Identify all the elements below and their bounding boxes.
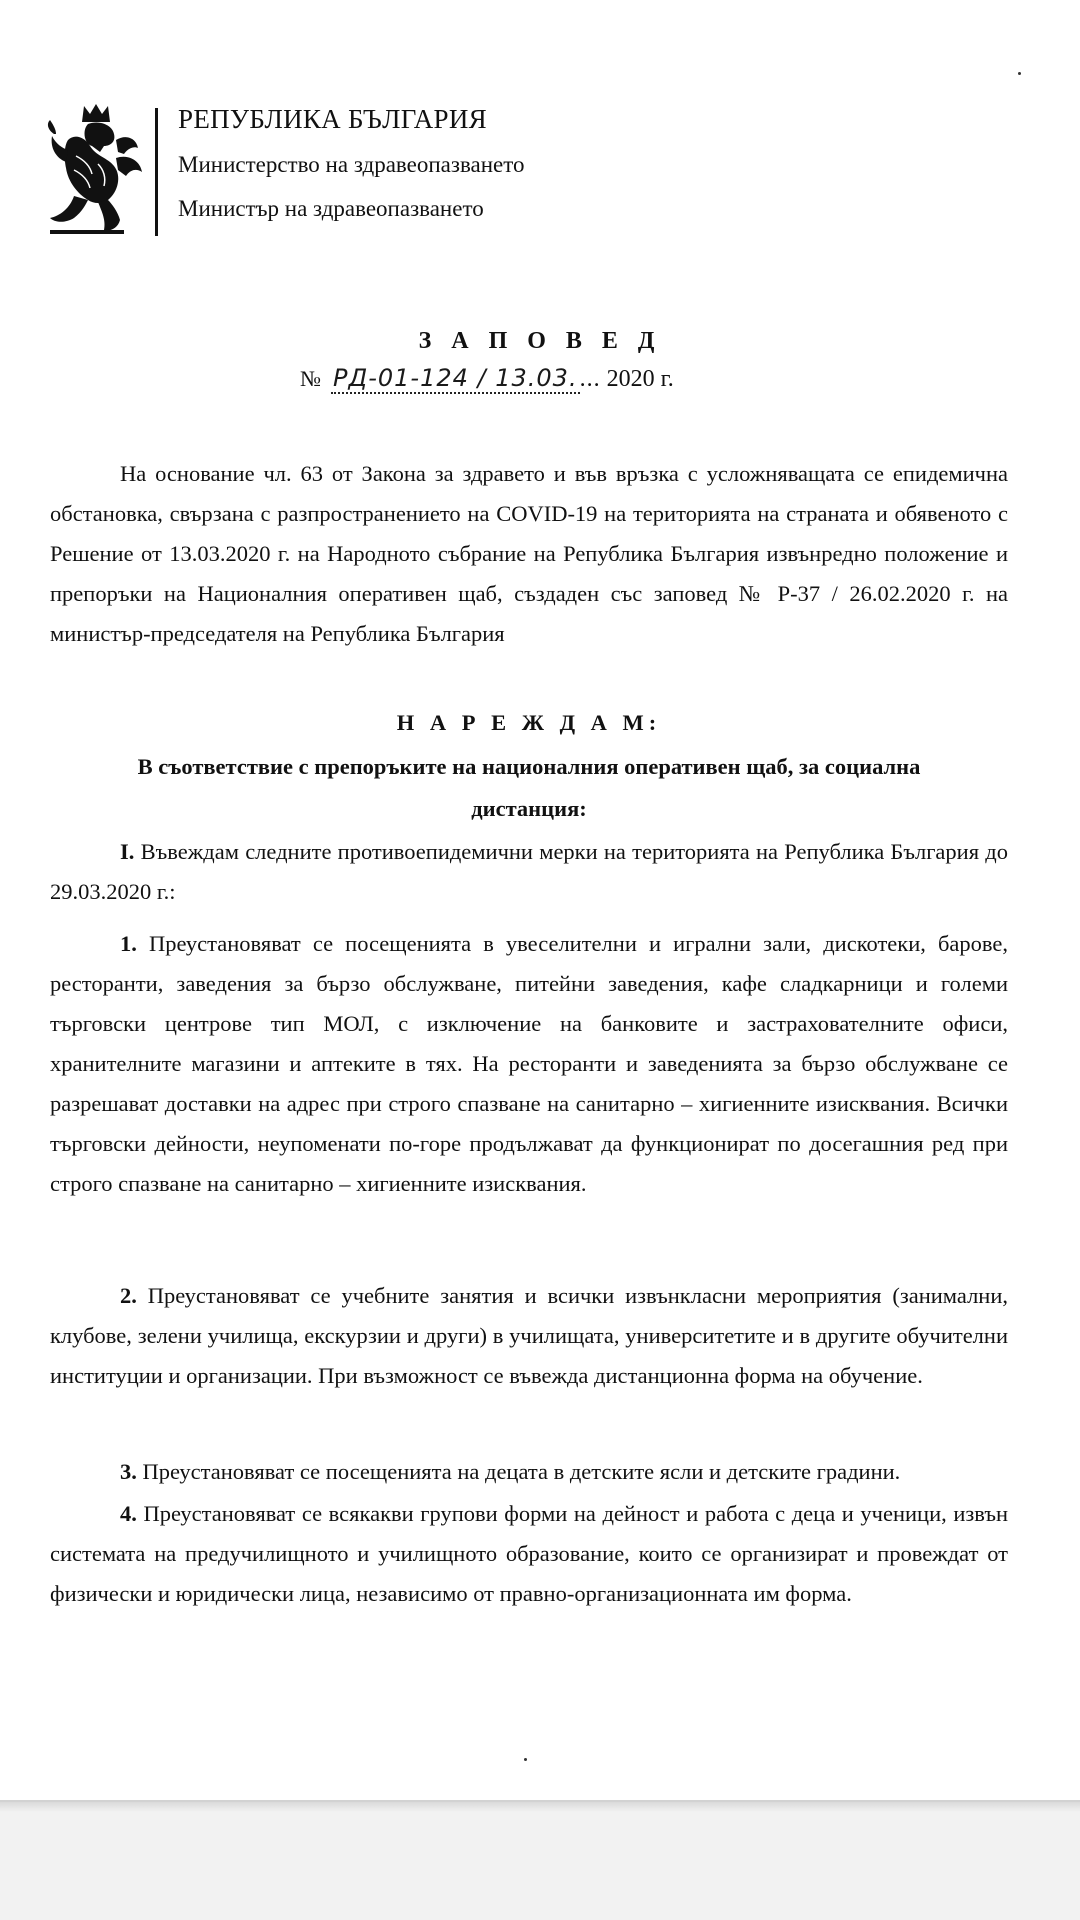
- country-name: РЕПУБЛИКА БЪЛГАРИЯ: [178, 104, 487, 134]
- item-number: 2.: [120, 1283, 137, 1308]
- dotted-fill: ...: [579, 366, 601, 392]
- lion-crest-icon: [44, 100, 158, 240]
- section-one: [50, 832, 1008, 912]
- measure-item-4: [50, 1494, 1008, 1614]
- preamble-paragraph: На основание чл. 63 от Закона за здравето и във връзка с усложняващата се епидемична обстановка, свързана с разпространението на COVID-19 на територията на страната и обявеното с Решение от 13.03.2020 г. на Народното събрание на Република България извънредно положение и препоръки на Националния оперативен щаб, създаден със заповед № Р-37 / 26.02.2020 г. на министър-председателя на Република България: [50, 461, 1008, 646]
- handwritten-order-number: РД-01-124 / 13.03.: [333, 364, 578, 392]
- ministry-name: Министерство на здравеопазването: [178, 152, 525, 177]
- item-text: Преустановяват се посещенията в увеселителни и игрални зали, дискотеки, барове, ресторанти, заведения за бързо обслужване, питейни заведения, кафе сладкарници и големи търговски центрове тип МОЛ, с изключение на банковите и застрахователните офиси, хранителните магазини и аптеките в тях. На ресторанти и заведенията за бързо обслужване се разрешават доставки на адрес при строго спазване на санитарно – хигиенните изисквания. Всички търговски дейности, неупоменати по-горе продължават да функционират по досегашния ред при строго спазване на санитарно – хигиенните изисквания.: [50, 931, 1008, 1196]
- item-text: Преустановяват се учебните занятия и всички извънкласни мероприятия (занимални, клубове, зелени училища, екскурзии и други) в училищата, университетите и в другите обучителни институции и организации. При възможност се въвежда дистанционна форма на обучение.: [50, 1283, 1009, 1388]
- measure-item-3: [50, 1452, 1008, 1492]
- item-number: 1.: [120, 931, 137, 956]
- minister-title: Министър на здравеопазването: [178, 196, 484, 221]
- header-divider: [155, 108, 158, 236]
- measure-item-1: [50, 924, 1008, 1204]
- item-text: Преустановяват се всякакви групови форми на дейност и работа с деца и ученици, извън системата на предучилищното и училищното образование, които се организират и провеждат от физически и юридически лица, независимо от правно-организационната им форма.: [50, 1501, 1009, 1606]
- document-title: З А П О В Е Д: [418, 328, 662, 354]
- item-number: 3.: [120, 1459, 137, 1484]
- order-number-line: [300, 364, 674, 394]
- item-number: 4.: [120, 1501, 137, 1526]
- scan-speck: [1018, 72, 1021, 75]
- number-sign: №: [300, 366, 321, 391]
- measure-item-2: [50, 1276, 1008, 1396]
- viewer-bottom-area: [0, 1800, 1080, 1920]
- order-word: Н А Р Е Ж Д А М:: [396, 710, 662, 735]
- order-year: 2020 г.: [606, 366, 674, 392]
- section-text: Въвеждам следните противоепидемични мерки на територията на Република България до 29.03.2020 г.:: [50, 839, 1008, 904]
- scan-speck: [524, 1758, 527, 1761]
- subheading: В съответствие с препоръките на националния оперативен щаб, за социална дистанция:: [137, 754, 921, 821]
- item-text: Преустановяват се посещенията на децата в детските ясли и детските градини.: [142, 1459, 901, 1484]
- section-number: I.: [120, 839, 135, 864]
